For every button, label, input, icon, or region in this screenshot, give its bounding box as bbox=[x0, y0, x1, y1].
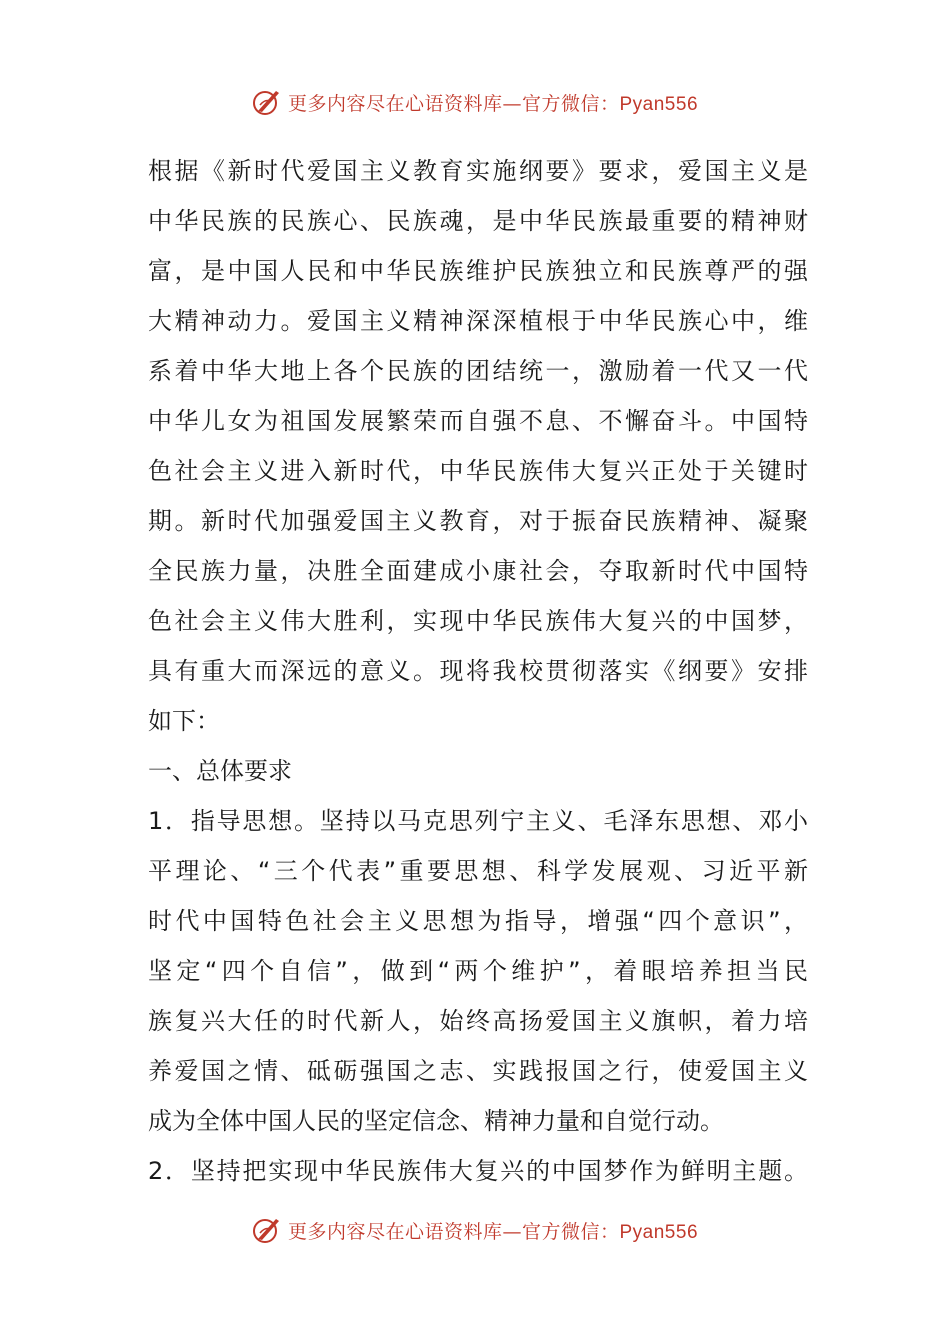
header-banner bbox=[0, 82, 950, 122]
paragraph-line: 如下： bbox=[148, 707, 220, 735]
header-banner-text: 更多内容尽在心语资料库—官方微信：Pyan556 bbox=[287, 92, 699, 115]
paragraph-line: 坚定“四个自信”，做到“两个维护”，着眼培养担当民 bbox=[148, 957, 808, 985]
paragraph-line: 大精神动力。爱国主义精神深深植根于中华民族心中，维 bbox=[148, 307, 808, 335]
paragraph-line: 平理论、“三个代表”重要思想、科学发展观、习近平新 bbox=[148, 857, 808, 885]
paragraph-line: 全民族力量，决胜全面建成小康社会，夺取新时代中国特 bbox=[148, 557, 808, 585]
footer-banner-text: 更多内容尽在心语资料库—官方微信：Pyan556 bbox=[287, 1220, 699, 1243]
paragraph-line: 根据《新时代爱国主义教育实施纲要》要求，爱国主义是 bbox=[148, 157, 808, 185]
quill-pen-logo-icon bbox=[252, 1215, 282, 1245]
paragraph-line: 成为全体中国人民的坚定信念、精神力量和自觉行动。 bbox=[148, 1107, 724, 1135]
paragraph-line: 系着中华大地上各个民族的团结统一，激励着一代又一代 bbox=[148, 357, 808, 385]
paragraph-line: 富，是中国人民和中华民族维护民族独立和民族尊严的强 bbox=[148, 257, 808, 285]
paragraph-line: 2．坚持把实现中华民族伟大复兴的中国梦作为鲜明主题。 bbox=[148, 1157, 808, 1185]
paragraph-line: 养爱国之情、砥砺强国之志、实践报国之行，使爱国主义 bbox=[148, 1057, 808, 1085]
paragraph-line: 1．指导思想。坚持以马克思列宁主义、毛泽东思想、邓小 bbox=[148, 807, 808, 835]
paragraph-line: 期。新时代加强爱国主义教育，对于振奋民族精神、凝聚 bbox=[148, 507, 808, 535]
paragraph-line: 色社会主义伟大胜利，实现中华民族伟大复兴的中国梦， bbox=[148, 607, 808, 635]
paragraph-line: 色社会主义进入新时代，中华民族伟大复兴正处于关键时 bbox=[148, 457, 808, 485]
paragraph-line: 中华民族的民族心、民族魂，是中华民族最重要的精神财 bbox=[148, 207, 808, 235]
paragraph-line: 族复兴大任的时代新人，始终高扬爱国主义旗帜，着力培 bbox=[148, 1007, 808, 1035]
quill-pen-logo-icon bbox=[252, 87, 282, 117]
footer-banner bbox=[0, 1210, 950, 1250]
document-body bbox=[148, 146, 808, 1196]
paragraph-line: 中华儿女为祖国发展繁荣而自强不息、不懈奋斗。中国特 bbox=[148, 407, 808, 435]
section-heading: 一、总体要求 bbox=[148, 757, 292, 785]
paragraph-line: 时代中国特色社会主义思想为指导，增强“四个意识”， bbox=[148, 907, 808, 935]
paragraph-line: 具有重大而深远的意义。现将我校贯彻落实《纲要》安排 bbox=[148, 657, 808, 685]
